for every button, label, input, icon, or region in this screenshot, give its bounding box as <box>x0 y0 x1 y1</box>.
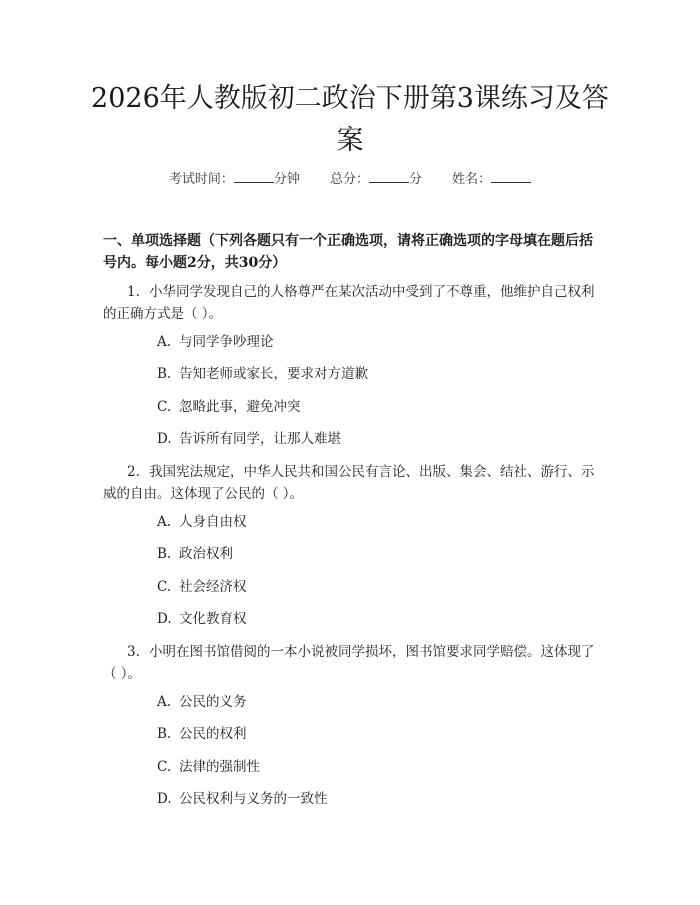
option-letter: D. <box>157 611 172 627</box>
option-letter: B. <box>157 726 172 742</box>
option-letter: D. <box>157 431 172 447</box>
option-text: 政治权利 <box>179 546 233 562</box>
question-1-option-b <box>157 364 368 384</box>
option-text: 告知老师或家长，要求对方道歉 <box>179 366 368 382</box>
option-letter: C. <box>157 759 172 775</box>
option-letter: B. <box>157 366 172 382</box>
question-3-option-a <box>157 692 247 712</box>
question-1-option-a <box>157 332 274 352</box>
question-number: 2. <box>127 464 140 480</box>
question-2-option-d <box>157 609 247 629</box>
option-letter: D. <box>157 791 172 807</box>
question-3 <box>103 641 601 685</box>
student-name-label: 姓名： <box>452 172 492 187</box>
question-text: 我国宪法规定，中华人民共和国公民有言论、出版、集会、结社、游行、示威的自由。这体现了公民的（ ）。 <box>103 464 595 502</box>
option-text: 与同学争吵理论 <box>179 334 274 350</box>
question-1 <box>103 281 601 325</box>
student-name-blank <box>491 170 531 183</box>
total-score-blank <box>369 170 409 183</box>
question-number: 3. <box>127 644 140 660</box>
question-2-option-c <box>157 577 247 597</box>
question-number: 1. <box>127 284 140 300</box>
question-3-option-d <box>157 789 328 809</box>
exam-time-unit: 分钟 <box>273 172 300 187</box>
option-text: 公民的权利 <box>179 726 247 742</box>
total-score-unit: 分 <box>409 172 423 187</box>
exam-time-label: 考试时间： <box>168 172 234 187</box>
option-letter: C. <box>157 399 172 415</box>
option-text: 告诉所有同学，让那人难堪 <box>179 431 341 447</box>
option-text: 公民权利与义务的一致性 <box>179 791 328 807</box>
option-text: 忽略此事，避免冲突 <box>179 399 301 415</box>
total-score-label: 总分： <box>329 172 369 187</box>
option-letter: B. <box>157 546 172 562</box>
section-header: 一、单项选择题（下列各题只有一个正确选项，请将正确选项的字母填在题后括号内。每小题2分，共30分） <box>103 233 593 271</box>
option-text: 社会经济权 <box>179 579 247 595</box>
question-1-option-d <box>157 429 341 449</box>
question-2-option-b <box>157 544 233 564</box>
question-1-option-c <box>157 397 301 417</box>
option-text: 公民的义务 <box>179 694 247 710</box>
option-text: 人身自由权 <box>179 514 247 530</box>
option-letter: A. <box>157 334 172 350</box>
exam-time-blank <box>234 170 274 183</box>
total-score-field <box>330 168 422 187</box>
student-name-field <box>452 168 531 187</box>
question-3-option-b <box>157 724 247 744</box>
question-text: 小华同学发现自己的人格尊严在某次活动中受到了不尊重，他维护自己权利的正确方式是（ ）。 <box>103 284 595 322</box>
option-text: 文化教育权 <box>179 611 247 627</box>
question-text: 小明在图书馆借阅的一本小说被同学损坏，图书馆要求同学赔偿。这体现了（ ）。 <box>103 644 595 682</box>
option-letter: A. <box>157 514 172 530</box>
question-2-option-a <box>157 512 247 532</box>
option-letter: C. <box>157 579 172 595</box>
question-3-option-c <box>157 757 260 777</box>
exam-time-field <box>169 168 300 187</box>
option-text: 法律的强制性 <box>179 759 260 775</box>
document-title: 2026年人教版初二政治下册第3课练习及答案 <box>91 83 609 156</box>
question-2 <box>103 461 601 505</box>
exam-info-line <box>0 168 700 187</box>
option-letter: A. <box>157 694 172 710</box>
